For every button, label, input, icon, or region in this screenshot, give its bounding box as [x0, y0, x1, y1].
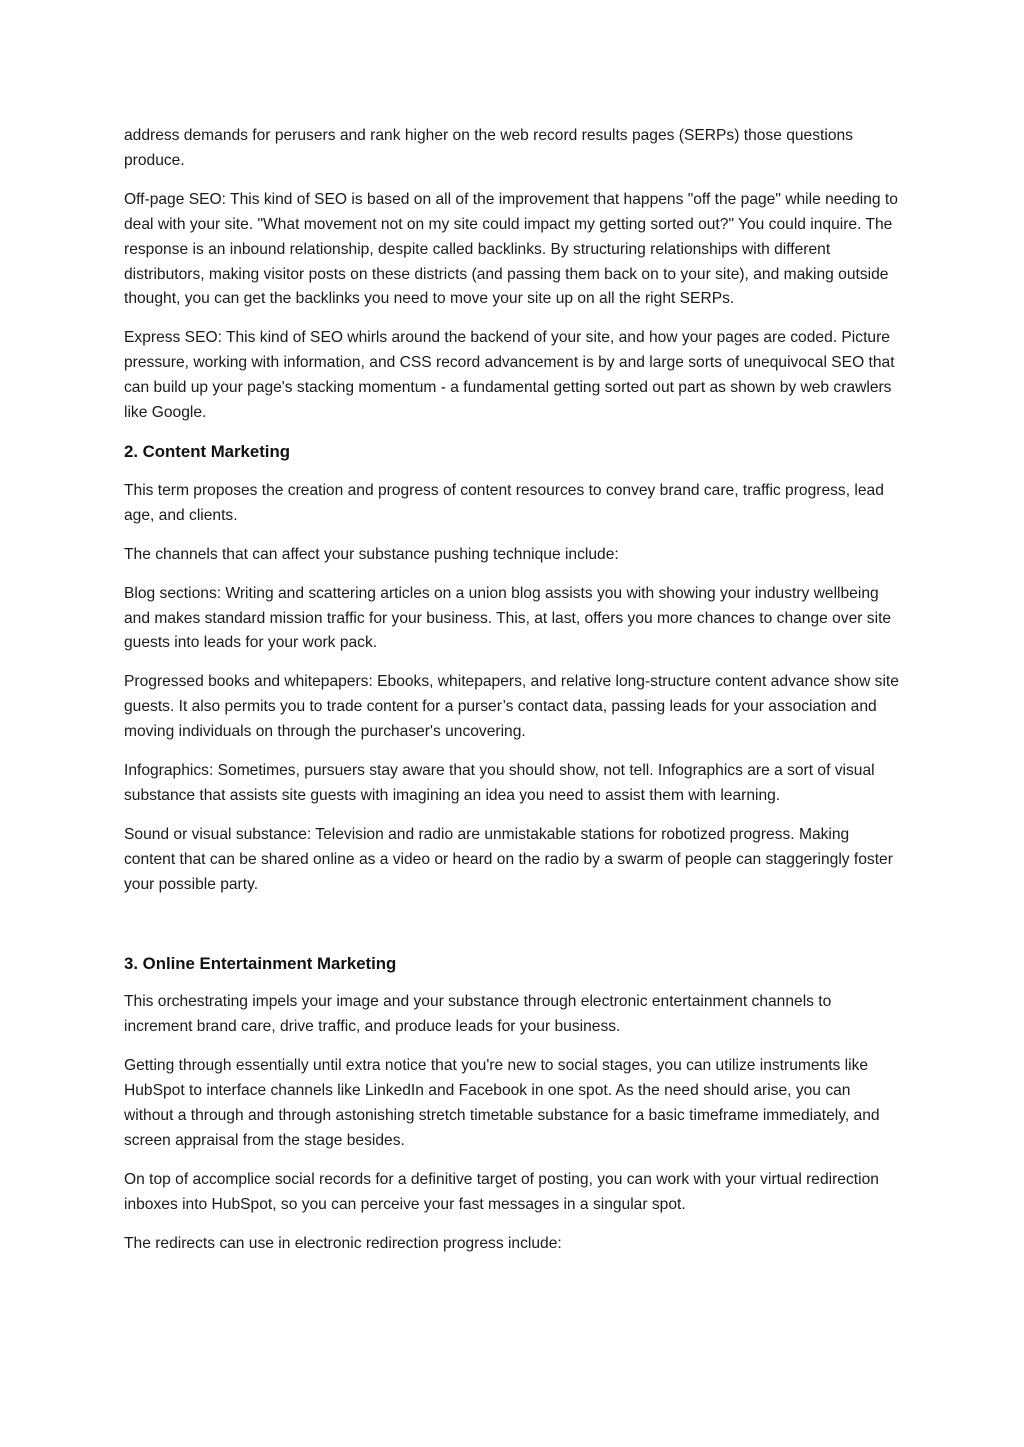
- paragraph-serp-continuation: address demands for perusers and rank higher on the web record results pages (SERPs) those questions produce.: [124, 127, 853, 169]
- paragraph-express-seo: Express SEO: This kind of SEO whirls around the backend of your site, and how your pages are coded. Picture pressure, working with information, and CSS record advancement is by and large sorts of unequivocal SEO that can build up your page's stacking momentum - a fundamental getting sorted out part as shown by web crawlers like Google.: [124, 329, 895, 422]
- paragraph-content-marketing-intro: This term proposes the creation and progress of content resources to convey brand care, traffic progress, lead age, and clients.: [124, 481, 884, 524]
- heading-online-entertainment-marketing: 3. Online Entertainment Marketing: [124, 953, 397, 973]
- paragraph-channels-intro: The channels that can affect your substance pushing technique include:: [124, 545, 619, 563]
- paragraph-infographics: Infographics: Sometimes, pursuers stay aware that you should show, not tell. Infographics are a sort of visual substance that assists site guests with imagining an idea you need to assist them with learning.: [124, 762, 875, 804]
- heading-content-marketing: 2. Content Marketing: [124, 441, 290, 461]
- paragraph-hubspot-tools: Getting through essentially until extra notice that you're new to social stages, you can utilize instruments like HubSpot to interface channels like LinkedIn and Facebook in one spot. As the need should arise, you can without a through and through astonishing stretch timetable substance for a basic timeframe immediately, and screen appraisal from the stage besides.: [124, 1057, 880, 1149]
- paragraph-redirects-intro: The redirects can use in electronic redirection progress include:: [124, 1234, 562, 1252]
- paragraph-off-page-seo: Off-page SEO: This kind of SEO is based on all of the improvement that happens "off the page" while needing to deal with your site. "What movement not on my site could impact my getting sorted out?" You could inquire. The response is an inbound relationship, despite called backlinks. By structuring relationships with different distributors, making visitor posts on these districts (and passing them back on to your site), and making outside thought, you can get the backlinks you need to move your site up on all the right SERPs.: [124, 190, 898, 308]
- section-spacer: [124, 912, 900, 952]
- paragraph-ebooks-whitepapers: Progressed books and whitepapers: Ebooks, whitepapers, and relative long-structure content advance show site guests. It also permits you to trade content for a purser’s contact data, passing leads for your association and moving individuals on through the purchaser's uncovering.: [124, 673, 899, 741]
- paragraph-social-inboxes: On top of accomplice social records for a definitive target of posting, you can work with your virtual redirection inboxes into HubSpot, so you can perceive your fast messages in a singular spot.: [124, 1170, 879, 1213]
- document-page: [124, 124, 900, 1271]
- paragraph-blog-sections: Blog sections: Writing and scattering articles on a union blog assists you with showing your industry wellbeing and makes standard mission traffic for your business. This, at last, offers you more chances to change over site guests into leads for your work pack.: [124, 584, 892, 652]
- paragraph-audio-visual: Sound or visual substance: Television and radio are unmistakable stations for robotized progress. Making content that can be shared online as a video or heard on the radio by a swarm of people can staggeringly foster your possible party.: [124, 825, 893, 893]
- paragraph-social-intro: This orchestrating impels your image and your substance through electronic entertainment channels to increment brand care, drive traffic, and produce leads for your business.: [124, 993, 832, 1036]
